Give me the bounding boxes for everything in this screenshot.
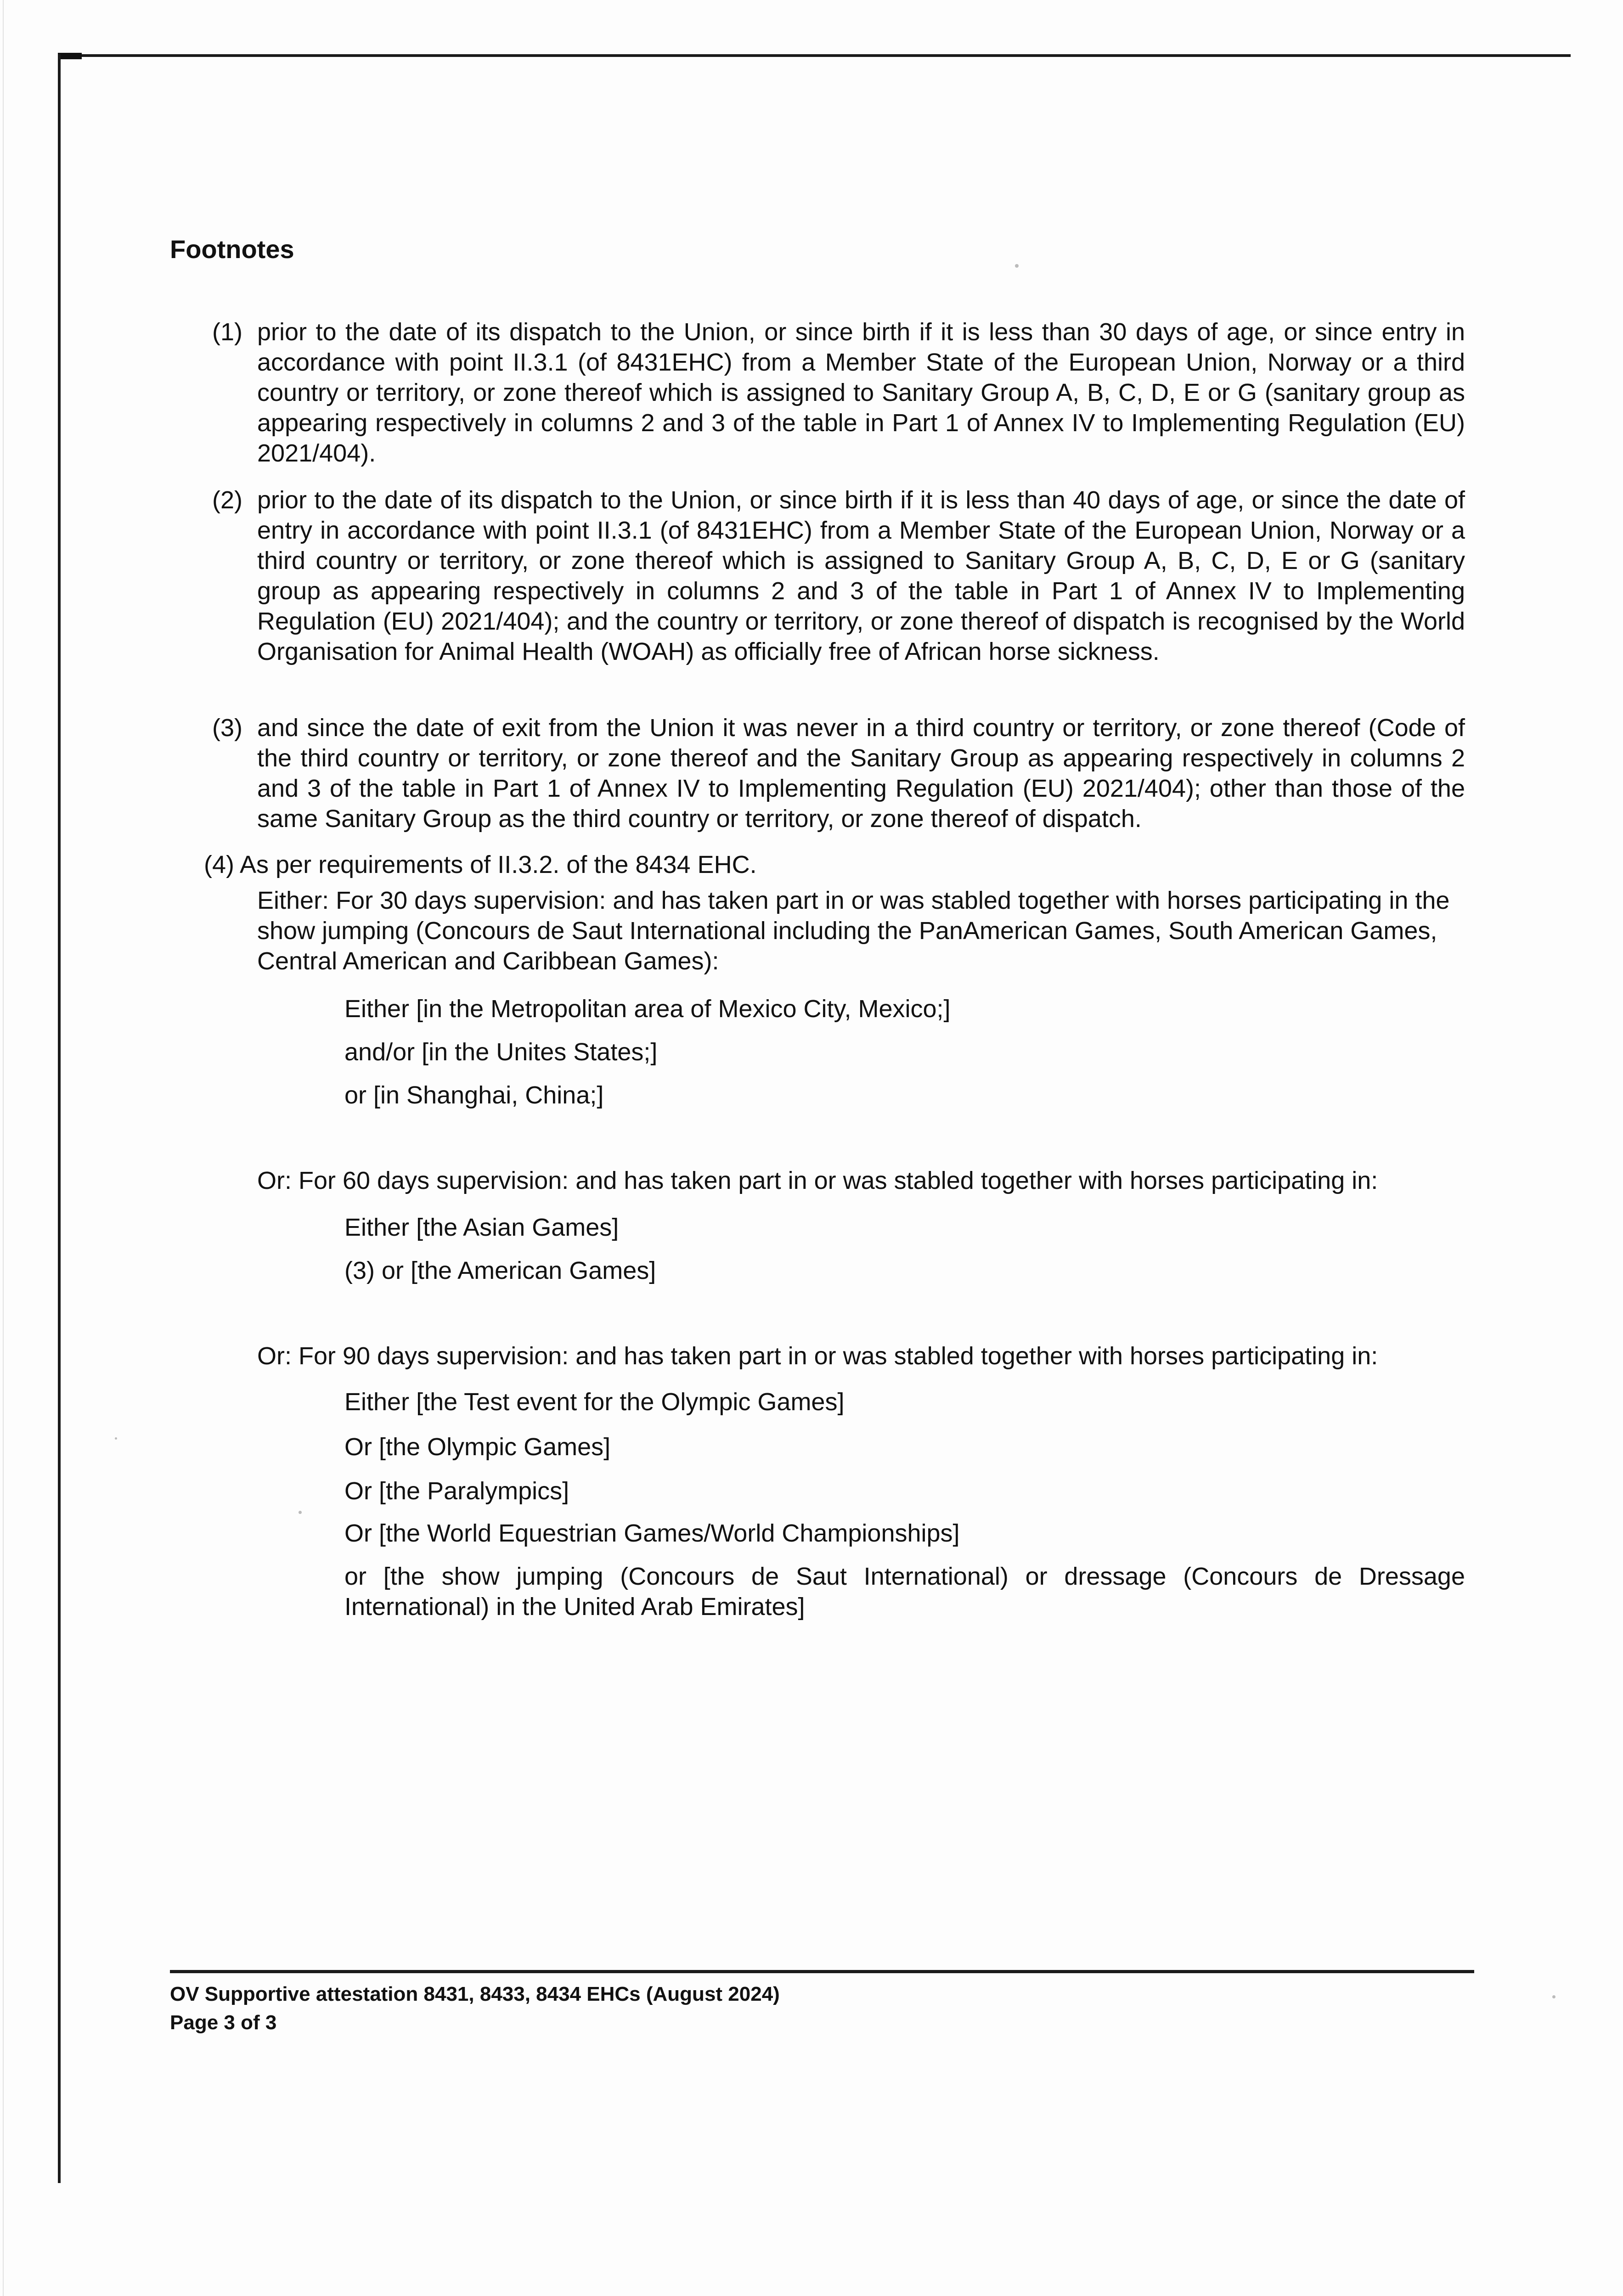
supervision-90-days-intro: Or: For 90 days supervision: and has taken part in or was stabled together with horses participating in: <box>257 1342 1378 1370</box>
page-heading: Footnotes <box>170 235 294 264</box>
supervision-60-days-item: (3) or [the American Games] <box>344 1257 656 1284</box>
scan-speck <box>115 1437 117 1440</box>
supervision-60-days-intro: Or: For 60 days supervision: and has taken part in or was stabled together with horses participating in: <box>257 1167 1378 1194</box>
scan-speck <box>1552 1995 1555 1998</box>
supervision-30-days-item: and/or [in the Unites States;] <box>344 1038 658 1066</box>
supervision-30-days-item: Either [in the Metropolitan area of Mexico City, Mexico;] <box>344 995 951 1023</box>
footnote-2-text: prior to the date of its dispatch to the Union, or since birth if it is less than 40 days of age, or since the date of entry in accordance with point II.3.1 (of 8431EHC) from a Member State of the European Union, Norway or a third country or territory, or zone thereof which is assigned to Sanitary Group A, B, C, D, E or G (sanitary group as appearing respectively in columns 2 and 3 of the table in Part 1 of Annex IV to Implementing Regulation (EU) 2021/404); and the country or territory, or zone thereof of dispatch is recognised by the World Organisation for Animal Health (WOAH) as officially free of African horse sickness. <box>257 486 1465 665</box>
supervision-90-days-item: Either [the Test event for the Olympic Games] <box>344 1388 845 1416</box>
footnote-4-title: (4) As per requirements of II.3.2. of the 8434 EHC. <box>204 851 757 878</box>
footer-rule <box>170 1970 1474 1973</box>
footnote-1-number: (1) <box>212 318 242 346</box>
supervision-30-days-intro: Either: For 30 days supervision: and has taken part in or was stabled together with horses participating in the show jumping (Concours de Saut International including the PanAmerican Games, South American Games, Central American and Caribbean Games): <box>257 887 1450 975</box>
supervision-90-days-item: Or [the Paralympics] <box>344 1477 569 1505</box>
footnote-2-number: (2) <box>212 486 242 514</box>
supervision-90-days-item: Or [the World Equestrian Games/World Championships] <box>344 1519 960 1547</box>
scan-speck <box>1015 264 1019 268</box>
supervision-90-days-item: Or [the Olympic Games] <box>344 1433 611 1461</box>
supervision-90-days-item: or [the show jumping (Concours de Saut International) or dressage (Concours de Dressage International) in the United Arab Emirates] <box>344 1563 1465 1621</box>
footer-page-number: Page 3 of 3 <box>170 2011 277 2034</box>
footnote-3-number: (3) <box>212 714 242 742</box>
footnote-3-text: and since the date of exit from the Union it was never in a third country or territory, or zone thereof (Code of the third country or territory, or zone thereof and the Sanitary Group as appearing respectively in columns 2 and 3 of the table in Part 1 of Annex IV to Implementing Regulation (EU) 2021/404); other than those of the same Sanitary Group as the third country or territory, or zone thereof of dispatch. <box>257 714 1465 833</box>
footnote-1-text: prior to the date of its dispatch to the Union, or since birth if it is less than 30 days of age, or since entry in accordance with point II.3.1 (of 8431EHC) from a Member State of the European Union, Norway or a third country or territory, or zone thereof which is assigned to Sanitary Group A, B, C, D, E or G (sanitary group as appearing respectively in columns 2 and 3 of the table in Part 1 of Annex IV to Implementing Regulation (EU) 2021/404). <box>257 318 1465 467</box>
frame-left-border <box>58 54 61 2183</box>
footer-document-title: OV Supportive attestation 8431, 8433, 8434 EHCs (August 2024) <box>170 1983 780 2005</box>
scan-edge-line <box>3 0 4 2296</box>
supervision-30-days-item: or [in Shanghai, China;] <box>344 1081 604 1109</box>
scan-speck <box>299 1511 302 1514</box>
frame-corner-mark <box>58 53 82 59</box>
supervision-60-days-item: Either [the Asian Games] <box>344 1214 619 1241</box>
frame-top-border <box>58 54 1571 57</box>
